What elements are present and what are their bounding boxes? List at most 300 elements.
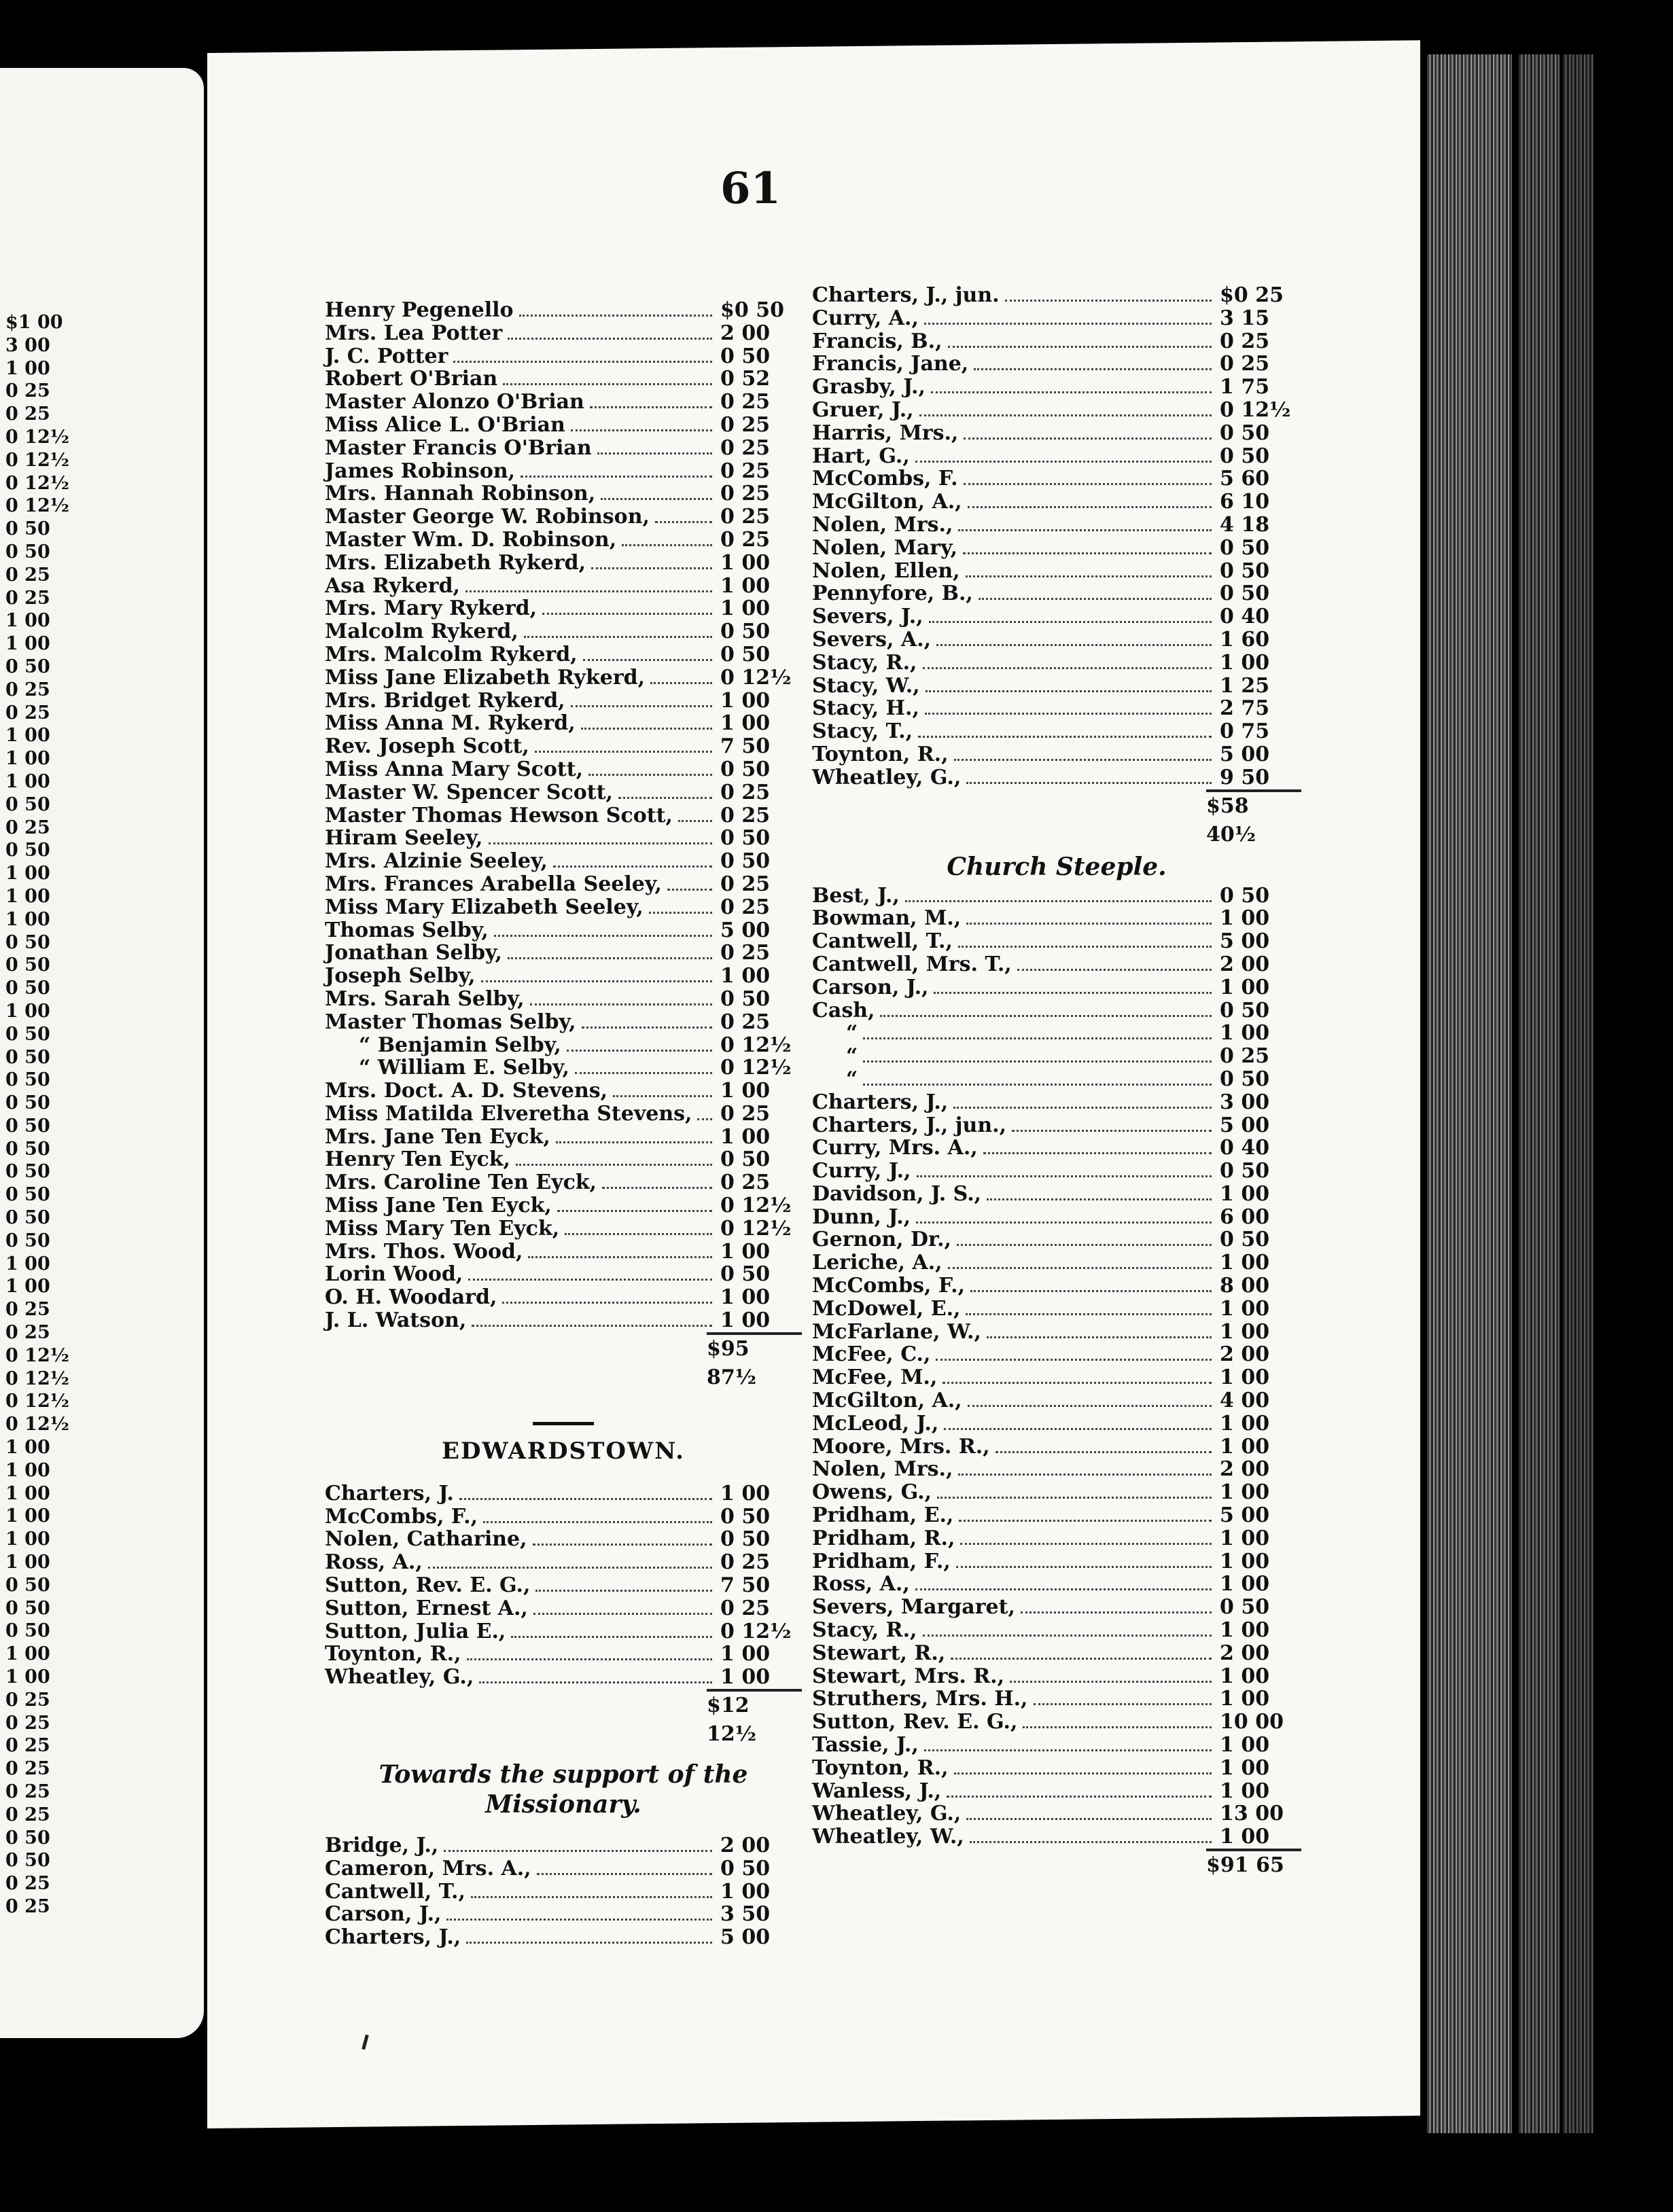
entry-row	[812, 1160, 1301, 1183]
subscriber-name: Master Thomas Hewson Scott,	[325, 803, 673, 827]
entry-row	[812, 1458, 1301, 1481]
dot-leader	[503, 383, 712, 385]
amount: 0 50	[720, 620, 771, 644]
entry-row	[812, 422, 1301, 445]
subscriber-name: O. H. Woodard,	[325, 1285, 497, 1310]
subscriber-name: Miss Jane Ten Eyck,	[325, 1194, 552, 1218]
facing-amount: 1 00	[5, 1666, 50, 1688]
dot-leader	[553, 866, 712, 868]
subscriber-name: Severs, J.,	[812, 605, 923, 629]
amount: 0 50	[720, 1262, 771, 1287]
facing-page-amounts	[5, 311, 67, 1919]
entry-row	[812, 697, 1301, 720]
dot-leader	[929, 621, 1212, 623]
facing-amount: 0 50	[5, 1574, 50, 1596]
dot-leader	[588, 774, 712, 776]
dot-leader	[542, 613, 712, 615]
entry-row	[325, 896, 802, 919]
facing-amount: 0 12½	[5, 472, 69, 494]
facing-amount: 0 50	[5, 840, 50, 861]
dot-leader	[924, 1749, 1212, 1751]
facing-amount: 0 50	[5, 1620, 50, 1642]
subscriber-name: Master Wm. D. Robinson,	[325, 527, 617, 552]
facing-amount: 0 25	[5, 1689, 50, 1711]
amount: 0 12½	[720, 1194, 792, 1218]
facing-amount: 0 50	[5, 793, 50, 815]
amount: 7 50	[720, 1573, 771, 1598]
section-heading-edwardstown: EDWARDSTOWN.	[442, 1437, 685, 1465]
amount: 1 75	[1220, 375, 1270, 399]
amount: 1 00	[720, 688, 771, 713]
entry-row	[325, 1034, 802, 1057]
entry-row	[812, 885, 1301, 908]
entry-row	[325, 666, 802, 690]
dot-leader	[863, 1084, 1212, 1086]
facing-amount: 0 50	[5, 955, 50, 976]
facing-amount: 0 50	[5, 1138, 50, 1160]
facing-amount: 0 12½	[5, 1368, 69, 1389]
subscriber-name: Lorin Wood,	[325, 1262, 463, 1287]
facing-amount: 0 50	[5, 1827, 50, 1849]
amount: 0 40	[1220, 1136, 1270, 1160]
entry-row	[325, 1103, 802, 1126]
dot-leader	[915, 1588, 1212, 1590]
subscriber-name: Henry Ten Eyck,	[325, 1147, 510, 1172]
dot-leader	[1010, 1681, 1212, 1683]
subscriber-name: McCombs, F.	[812, 467, 958, 491]
amount: 0 25	[720, 390, 771, 414]
facing-amount: 0 12½	[5, 1391, 69, 1412]
entry-row	[325, 1834, 802, 1857]
subscriber-name: Sutton, Rev. E. G.,	[812, 1710, 1018, 1734]
amount: 0 50	[1220, 582, 1270, 606]
amount: 0 50	[1220, 1159, 1270, 1183]
amount: 0 25	[720, 803, 771, 827]
amount: 9 50	[1220, 765, 1270, 789]
facing-amount: 0 25	[5, 817, 50, 838]
facing-amount: 0 25	[5, 1735, 50, 1757]
amount: 1 00	[1220, 1411, 1270, 1435]
total-amount: $58 40½	[1206, 793, 1256, 846]
entry-row	[812, 1527, 1301, 1550]
subscriber-name: Cash,	[812, 998, 875, 1022]
dot-leader	[964, 438, 1212, 440]
subscriber-name: Cameron, Mrs. A.,	[325, 1856, 531, 1880]
subscriber-name: Sutton, Rev. E. G.,	[325, 1573, 531, 1598]
dot-leader	[944, 1428, 1212, 1430]
facing-amount: 0 50	[5, 1046, 50, 1068]
dot-leader	[649, 912, 712, 914]
dot-leader	[524, 636, 712, 638]
dot-leader	[953, 1107, 1212, 1109]
subscriber-name: Charters, J.,	[812, 1090, 949, 1114]
facing-amount: 0 50	[5, 1115, 50, 1137]
entry-row	[812, 1183, 1301, 1206]
facing-amount: 0 12½	[5, 449, 69, 471]
entry-row	[812, 1389, 1301, 1412]
amount: 13 00	[1220, 1802, 1284, 1826]
amount: 1 00	[1220, 1366, 1270, 1390]
dot-leader	[650, 682, 712, 684]
facing-amount: 0 25	[5, 1781, 50, 1802]
facing-amount: 1 00	[5, 725, 50, 747]
dot-leader	[915, 461, 1212, 463]
subscriber-name: Stacy, R.,	[812, 1618, 917, 1643]
amount: 0 50	[720, 642, 771, 666]
amount: 1 00	[720, 1481, 771, 1505]
dot-leader	[571, 429, 712, 431]
entry-row	[325, 1926, 802, 1949]
facing-amount: 0 50	[5, 656, 50, 677]
amount: $0 50	[720, 298, 784, 322]
facing-amount: 1 00	[5, 885, 50, 907]
subscriber-name: Francis, B.,	[812, 329, 943, 353]
church-steeple-list	[812, 885, 1301, 1849]
dot-leader	[618, 797, 712, 799]
dot-leader	[964, 483, 1212, 485]
amount: 1 25	[1220, 673, 1270, 698]
amount: 1 00	[1220, 1181, 1270, 1206]
entry-row	[325, 1505, 802, 1529]
entry-row	[325, 1643, 802, 1666]
entry-row	[325, 1148, 802, 1171]
entry-row	[812, 1435, 1301, 1459]
entry-row	[812, 1780, 1301, 1803]
amount: 0 25	[720, 527, 771, 552]
entry-row	[325, 391, 802, 414]
dot-leader	[987, 1336, 1212, 1338]
facing-amount: 1 00	[5, 748, 50, 770]
facing-amount: 0 25	[5, 1873, 50, 1895]
entry-row	[325, 299, 802, 322]
entry-row	[325, 1482, 802, 1505]
amount: 6 10	[1220, 490, 1270, 514]
amount: 1 00	[720, 1239, 771, 1264]
amount: 0 50	[1220, 998, 1270, 1022]
entry-row	[812, 1343, 1301, 1366]
dot-leader	[947, 1796, 1212, 1798]
subscriber-name: McGilton, A.,	[812, 490, 962, 514]
entry-row	[812, 582, 1301, 605]
dot-leader	[1012, 1130, 1212, 1132]
subscriber-name: McFee, C.,	[812, 1342, 931, 1367]
subscriber-name: Miss Matilda Elveretha Stevens,	[325, 1101, 692, 1126]
facing-amount: 0 12½	[5, 1344, 69, 1366]
entry-row	[325, 1217, 802, 1241]
amount: 0 25	[720, 1010, 771, 1034]
entry-row	[325, 1620, 802, 1643]
facing-amount: 0 25	[5, 404, 50, 425]
subscriber-name: Bowman, M.,	[812, 906, 962, 931]
dot-leader	[880, 1015, 1212, 1017]
subscriber-name: “	[846, 1067, 858, 1091]
entry-row	[812, 1573, 1301, 1596]
entry-row	[325, 620, 802, 643]
amount: 5 00	[720, 1925, 771, 1950]
facing-amount: 0 12½	[5, 495, 69, 517]
facing-amount: 0 50	[5, 518, 50, 540]
amount: 1 00	[1220, 1687, 1270, 1711]
amount: 1 00	[1220, 650, 1270, 675]
amount: 0 25	[1220, 1044, 1270, 1069]
heading-line: Towards the support of the	[378, 1760, 748, 1789]
subscription-column-right	[812, 284, 1301, 1880]
subscriber-name: Nolen, Catharine,	[325, 1527, 527, 1552]
amount: 0 50	[1220, 444, 1270, 468]
entry-row	[325, 643, 802, 666]
entry-row	[812, 976, 1301, 999]
facing-amount: 1 00	[5, 1482, 50, 1504]
dot-leader	[556, 1141, 712, 1143]
entry-row	[325, 827, 802, 850]
amount: 1 00	[1220, 1526, 1270, 1550]
amount: 1 00	[720, 1879, 771, 1904]
subscriber-name: Nolen, Ellen,	[812, 558, 960, 583]
entry-row	[812, 284, 1301, 307]
entry-row	[325, 1574, 802, 1597]
amount: 1 00	[720, 964, 771, 988]
entry-row	[325, 850, 802, 873]
subscriber-name: Mrs. Thos. Wood,	[325, 1239, 523, 1264]
dot-leader	[597, 452, 712, 454]
entry-row	[812, 307, 1301, 330]
subscriber-name: Tassie, J.,	[812, 1733, 919, 1758]
facing-amount: 1 00	[5, 863, 50, 885]
dot-leader	[979, 598, 1212, 600]
facing-amount: 0 50	[5, 1161, 50, 1183]
dot-leader	[483, 1521, 712, 1523]
amount: 2 00	[1220, 1342, 1270, 1367]
subscriber-name: Mrs. Bridget Rykerd,	[325, 688, 565, 713]
dot-leader	[502, 1302, 712, 1304]
subscriber-name: McLeod, J.,	[812, 1411, 939, 1435]
dot-leader	[983, 1152, 1212, 1154]
dot-leader	[1023, 1726, 1212, 1728]
amount: 1 00	[1220, 1296, 1270, 1321]
dot-leader	[934, 992, 1212, 994]
dot-leader	[956, 1566, 1212, 1568]
column-total	[325, 1335, 802, 1392]
amount: 1 00	[1220, 1779, 1270, 1803]
entry-row	[325, 942, 802, 965]
entry-row	[325, 873, 802, 896]
dot-leader	[535, 751, 712, 753]
dot-leader	[943, 1382, 1212, 1384]
dot-leader	[581, 728, 712, 730]
dot-leader	[974, 368, 1212, 370]
amount: 0 25	[720, 1550, 771, 1575]
entry-row	[325, 1857, 802, 1880]
amount: 7 50	[720, 734, 771, 759]
amount: 8 00	[1220, 1274, 1270, 1298]
entry-row	[812, 445, 1301, 468]
dot-leader	[936, 1359, 1212, 1361]
subscriber-name: Stewart, R.,	[812, 1641, 946, 1665]
entry-row	[325, 1597, 802, 1620]
entry-row	[325, 1241, 802, 1264]
subscriber-name: Nolen, Mary,	[812, 535, 958, 560]
dot-leader	[678, 820, 712, 822]
amount: 5 60	[1220, 467, 1270, 491]
amount: 0 50	[1220, 1595, 1270, 1620]
facing-amount: 0 50	[5, 1023, 50, 1045]
amount: 1 00	[1220, 1434, 1270, 1459]
dot-leader	[1017, 969, 1212, 971]
amount: 0 25	[720, 872, 771, 896]
facing-amount: 1 00	[5, 610, 50, 632]
dot-leader	[468, 1279, 712, 1281]
entry-row	[812, 1045, 1301, 1068]
entry-row	[325, 345, 802, 368]
subscriber-name: Mrs. Alzinie Seeley,	[325, 849, 548, 874]
entry-row	[325, 735, 802, 758]
dot-leader	[565, 1233, 712, 1235]
subscriber-name: Toynton, R.,	[812, 742, 949, 766]
entry-row	[325, 804, 802, 827]
page-edge	[1519, 54, 1560, 2133]
subscriber-name: McGilton, A.,	[812, 1389, 962, 1413]
dot-leader	[472, 1325, 712, 1327]
dot-leader	[537, 1873, 712, 1875]
dot-leader	[863, 1060, 1212, 1063]
dot-leader	[996, 1451, 1212, 1453]
subscriber-name: Francis, Jane,	[812, 352, 969, 376]
amount: 10 00	[1220, 1710, 1284, 1734]
entry-row	[325, 597, 802, 620]
entry-row	[325, 965, 802, 988]
amount: 1 00	[720, 550, 771, 575]
subscriber-name: Dunn, J.,	[812, 1205, 911, 1229]
subscriber-name: Bridge, J.,	[325, 1834, 439, 1858]
subscriber-name: Henry Pegenello	[325, 298, 514, 322]
subscriber-name: Stacy, H.,	[812, 696, 919, 721]
amount: 1 00	[720, 573, 771, 598]
amount: 0 50	[1220, 1067, 1270, 1091]
amount: 0 25	[720, 435, 771, 460]
amount: 0 25	[1220, 352, 1270, 376]
entry-row	[812, 1206, 1301, 1229]
subscriber-name: Mrs. Hannah Robinson,	[325, 482, 596, 506]
dot-leader	[583, 659, 712, 661]
dot-leader	[655, 521, 712, 523]
dot-leader	[963, 552, 1212, 554]
subscriber-name: Mrs. Frances Arabella Seeley,	[325, 872, 662, 896]
entry-row	[812, 628, 1301, 652]
subscriber-name: McCombs, F.,	[812, 1274, 966, 1298]
entry-row	[812, 907, 1301, 930]
amount: 0 25	[720, 780, 771, 804]
amount: 0 12½	[720, 1056, 792, 1080]
subscriber-name: Toynton, R.,	[325, 1642, 461, 1666]
dot-leader	[966, 782, 1212, 784]
dot-leader	[453, 361, 712, 363]
facing-amount: 1 00	[5, 1505, 50, 1527]
amount: 0 50	[1220, 535, 1270, 560]
amount: 1 00	[1220, 1251, 1270, 1275]
dot-leader	[511, 1636, 712, 1638]
entry-row	[812, 514, 1301, 537]
amount: 0 12½	[720, 1216, 792, 1241]
subscriber-name: Grasby, J.,	[812, 375, 926, 399]
dot-leader	[970, 1841, 1212, 1843]
entry-row	[812, 1619, 1301, 1642]
facing-amount: 0 50	[5, 1207, 50, 1229]
section-heading-church-steeple: Church Steeple.	[947, 852, 1167, 881]
entry-row	[325, 1551, 802, 1574]
page-number: 61	[720, 163, 781, 214]
subscriber-name: Owens, G.,	[812, 1480, 932, 1505]
subscriber-list	[812, 284, 1301, 789]
entry-row	[812, 490, 1301, 514]
facing-amount: 0 50	[5, 1597, 50, 1619]
dot-leader	[917, 1175, 1212, 1177]
subscriber-name: Stacy, R.,	[812, 650, 917, 675]
amount: 1 00	[1220, 1480, 1270, 1505]
amount: 1 00	[1220, 1733, 1270, 1758]
entry-row	[325, 414, 802, 437]
entry-row	[812, 1504, 1301, 1527]
subscriber-name: Jonathan Selby,	[325, 941, 502, 965]
subscriber-name: Thomas Selby,	[325, 918, 489, 942]
entry-row	[325, 988, 802, 1011]
subscriber-name: Mrs. Jane Ten Eyck,	[325, 1124, 550, 1149]
subscriber-name: Curry, Mrs. A.,	[812, 1136, 978, 1160]
amount: 0 50	[720, 757, 771, 781]
entry-row	[325, 575, 802, 598]
entry-row	[812, 1321, 1301, 1344]
amount: 0 50	[720, 986, 771, 1011]
subscriber-name: Pridham, R.,	[812, 1526, 955, 1550]
facing-amount: 0 25	[5, 1895, 50, 1917]
facing-amount: 0 25	[5, 564, 50, 586]
subscriber-name: Pridham, E.,	[812, 1503, 954, 1528]
amount: 0 50	[720, 1527, 771, 1552]
amount: 1 00	[1220, 1572, 1270, 1596]
edwardstown-list	[325, 1482, 802, 1689]
entry-row	[325, 482, 802, 505]
entry-row	[812, 560, 1301, 583]
dot-leader	[465, 590, 712, 592]
entry-row	[325, 368, 802, 391]
dot-leader	[528, 1256, 712, 1258]
subscriber-name: Robert O'Brian	[325, 367, 498, 391]
amount: 2 00	[1220, 1641, 1270, 1665]
amount: 1 00	[1220, 1664, 1270, 1688]
entry-row	[812, 953, 1301, 976]
subscriber-name: Nolen, Mrs.,	[812, 512, 953, 537]
entry-row	[325, 758, 802, 781]
subscriber-name: Pridham, F.,	[812, 1549, 951, 1573]
subscriber-name: Miss Anna M. Rykerd,	[325, 711, 576, 736]
entry-row	[325, 529, 802, 552]
amount: 0 12½	[720, 665, 792, 690]
amount: 2 00	[720, 1834, 771, 1858]
facing-amount: 0 25	[5, 587, 50, 609]
entry-row	[812, 1274, 1301, 1298]
dot-leader	[1034, 1703, 1212, 1705]
entry-row	[325, 1056, 802, 1080]
amount: 0 50	[1220, 558, 1270, 583]
subscriber-name: McFee, M.,	[812, 1366, 938, 1390]
subscriber-name: Moore, Mrs. R.,	[812, 1434, 990, 1459]
facing-amount: 0 50	[5, 1230, 50, 1251]
subscriber-name: Master George W. Robinson,	[325, 505, 650, 529]
facing-amount: 1 00	[5, 1276, 50, 1298]
dot-leader	[966, 575, 1212, 577]
subscriber-name: Charters, J.,	[325, 1925, 461, 1950]
facing-amount: 1 00	[5, 357, 50, 379]
dot-leader	[958, 1474, 1212, 1476]
